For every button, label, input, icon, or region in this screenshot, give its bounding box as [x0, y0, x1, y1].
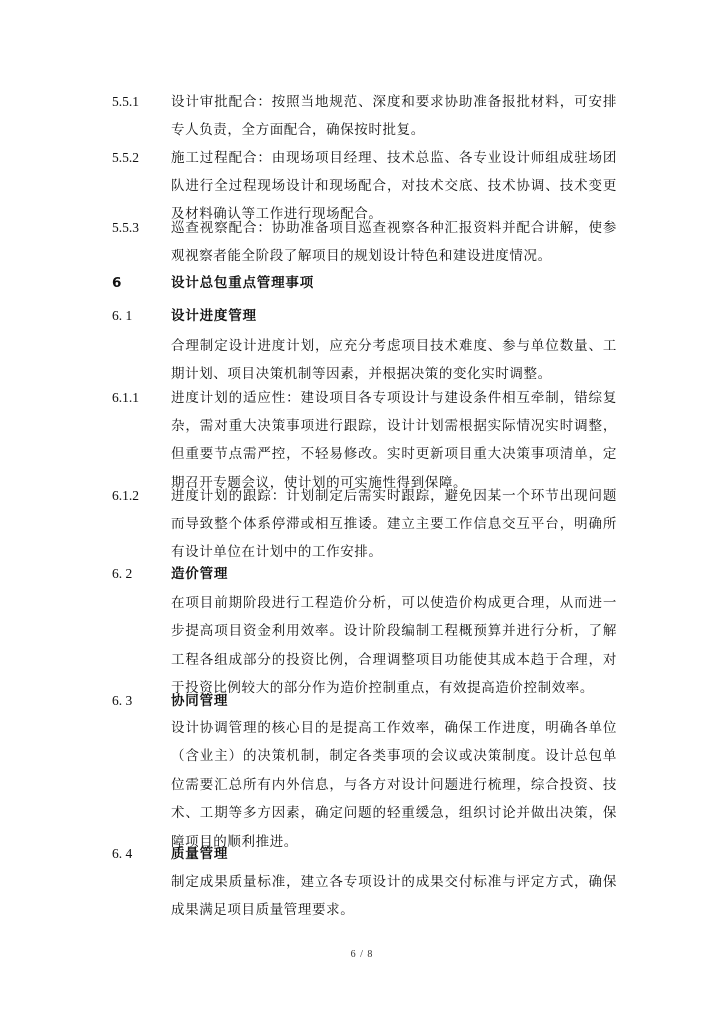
clause-number: 6.1.1	[112, 390, 139, 405]
section-6-4-paragraph: 制定成果质量标准，建立各专项设计的成果交付标准与评定方式，确保成果满足项目质量管理要求。	[171, 874, 617, 919]
clause-text: 巡查视察配合：协助准备项目巡查视察各种汇报资料并配合讲解，使参观视察者能全阶段了解项目的规划设计特色和建设进度情况。	[171, 220, 617, 265]
section-title: 协同管理	[171, 693, 229, 709]
section-title: 质量管理	[171, 846, 229, 862]
section-title: 设计进度管理	[171, 308, 257, 324]
clause-number: 5.5.3	[112, 220, 139, 235]
section-number: 6. 4	[112, 846, 133, 861]
section-6-1-paragraph: 合理制定设计进度计划，应充分考虑项目技术难度、参与单位数量、工期计划、项目决策机制等因素，并根据决策的变化实时调整。	[171, 338, 617, 383]
clause-number: 5.5.2	[112, 150, 139, 165]
clause-text: 进度计划的跟踪：计划制定后需实时跟踪，避免因某一个环节出现问题而导致整个体系停滞或相互推诿。建立主要工作信息交互平台，明确所有设计单位在计划中的工作安排。	[171, 488, 617, 561]
section-number: 6	[112, 275, 123, 291]
clause-text: 进度计划的适应性：建设项目各专项设计与建设条件相互牵制，错综复杂，需对重大决策事项进行跟踪，设计计划需根据实际情况实时调整，但重要节点需严控，不轻易修改。实时更新项目重大决策事项清单，定期召开专题会议，使计划的可实施性得到保障。	[171, 390, 617, 491]
clause-number: 5.5.1	[112, 94, 139, 109]
clause-text: 设计审批配合：按照当地规范、深度和要求协助准备报批材料，可安排专人负责，全方面配合，确保按时批复。	[171, 94, 617, 139]
clause-number: 6.1.2	[112, 488, 139, 503]
page-number: 6 / 8	[350, 949, 374, 960]
section-6-3-paragraph: 设计协调管理的核心目的是提高工作效率，确保工作进度，明确各单位（含业主）的决策机制，制定各类事项的会议或决策制度。设计总包单位需要汇总所有内外信息，与各方对设计问题进行梳理，综合投资、技术、工期等多方因素，确定问题的轻重缓急，组织讨论并做出决策，保障项目的顺利推进。	[171, 720, 617, 850]
section-number: 6. 1	[112, 308, 133, 323]
section-title: 造价管理	[171, 566, 229, 582]
clause-text: 施工过程配合：由现场项目经理、技术总监、各专业设计师组成驻场团队进行全过程现场设计和现场配合，对技术交底、技术协调、技术变更及材料确认等工作进行现场配合。	[171, 150, 617, 223]
section-number: 6. 3	[112, 693, 133, 708]
section-number: 6. 2	[112, 566, 133, 581]
section-title: 设计总包重点管理事项	[171, 275, 314, 291]
section-6-2-paragraph: 在项目前期阶段进行工程造价分析，可以使造价构成更合理，从而进一步提高项目资金利用效率。设计阶段编制工程概预算并进行分析，了解工程各组成部分的投资比例，合理调整项目功能使其成本趋于合理，对于投资比例较大的部分作为造价控制重点，有效提高造价控制效率。	[171, 595, 617, 697]
